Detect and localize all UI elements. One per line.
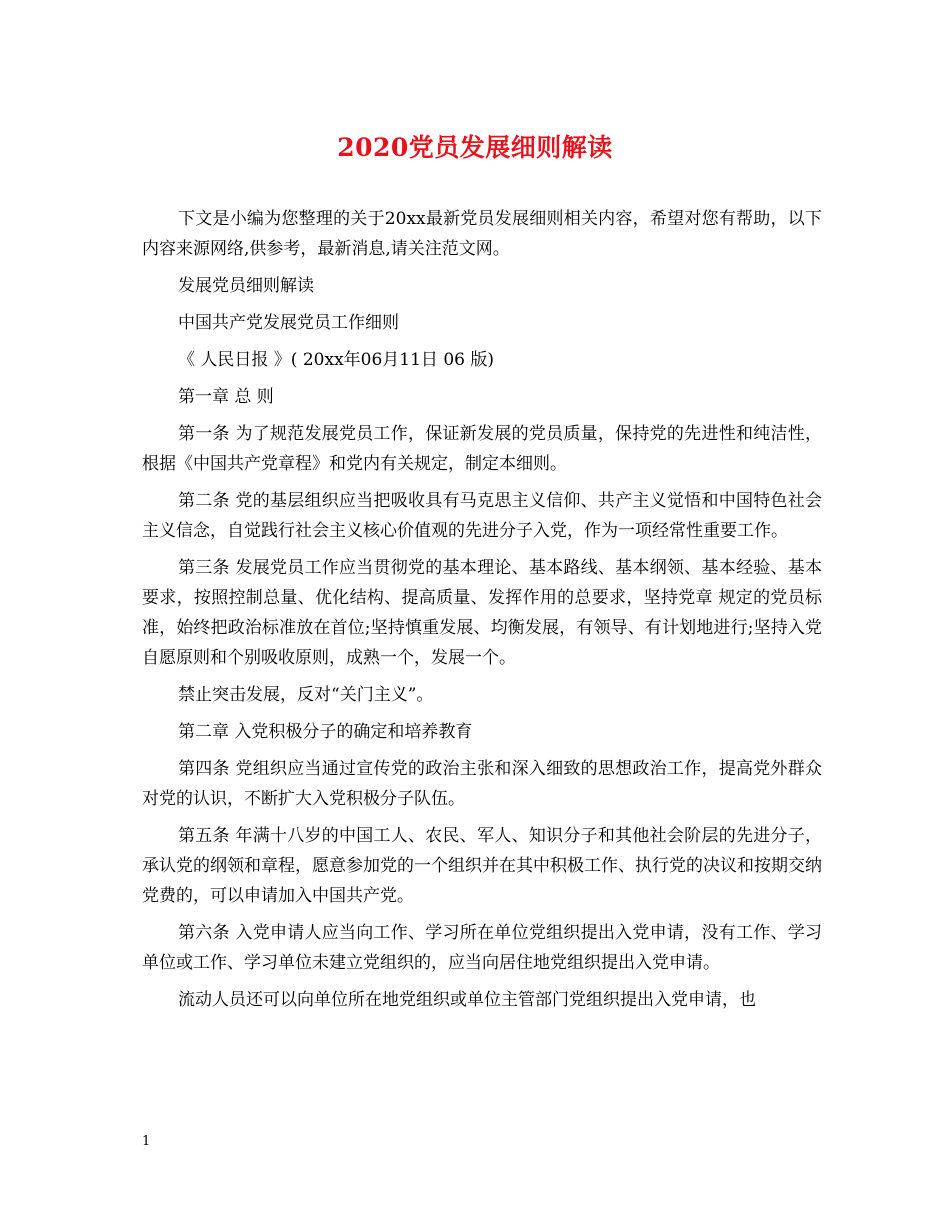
article-two: 第二条 党的基层组织应当把吸收具有马克思主义信仰、共产主义觉悟和中国特色社会主义信念，自觉践行社会主义核心价值观的先进分子入党，作为一项经常性重要工作。	[142, 491, 822, 541]
document-body	[142, 204, 822, 1022]
article-four: 第四条 党组织应当通过宣传党的政治主张和深入细致的思想政治工作，提高党外群众对党的认识，不断扩大入党积极分子队伍。	[142, 759, 822, 809]
paragraph-prohibition: 禁止突击发展，反对“关门主义”。	[178, 685, 434, 705]
article-one: 第一条 为了规范发展党员工作，保证新发展的党员质量，保持党的先进性和纯洁性，根据《中国共产党章程》和党内有关规定，制定本细则。	[142, 424, 822, 474]
article-three: 第三条 发展党员工作应当贯彻党的基本理论、基本路线、基本纲领、基本经验、基本要求，按照控制总量、优化结构、提高质量、发挥作用的总要求，坚持党章 规定的党员标准，始终把政治标准放在首位;坚持慎重发展、均衡发展，有领导、有计划地进行;坚持入党自愿原则和个别吸收原则，成熟一个，发展一个。	[142, 558, 822, 668]
document-title: 2020党员发展细则解读	[337, 133, 613, 162]
paragraph-heading-interpretation: 发展党员细则解读	[178, 276, 314, 296]
article-five: 第五条 年满十八岁的中国工人、农民、军人、知识分子和其他社会阶层的先进分子，承认党的纲领和章程，愿意参加党的一个组织并在其中积极工作、执行党的决议和按期交纳党费的，可以申请加入中国共产党。	[142, 826, 822, 906]
paragraph-intro: 下文是小编为您整理的关于20xx最新党员发展细则相关内容，希望对您有帮助，以下内容来源网络,供参考，最新消息,请关注范文网。	[142, 209, 822, 259]
paragraph-mobile-personnel: 流动人员还可以向单位所在地党组织或单位主管部门党组织提出入党申请，也	[178, 990, 756, 1010]
page-number: 1	[142, 1134, 151, 1149]
article-six: 第六条 入党申请人应当向工作、学习所在单位党组织提出入党申请，没有工作、学习单位或工作、学习单位未建立党组织的，应当向居住地党组织提出入党申请。	[142, 923, 822, 973]
chapter-two-heading: 第二章 入党积极分子的确定和培养教育	[178, 722, 473, 742]
paragraph-heading-rules: 中国共产党发展党员工作细则	[178, 313, 399, 333]
chapter-one-heading: 第一章 总 则	[178, 387, 274, 407]
paragraph-source: 《 人民日报 》( 20xx年06月11日 06 版)	[178, 350, 494, 370]
